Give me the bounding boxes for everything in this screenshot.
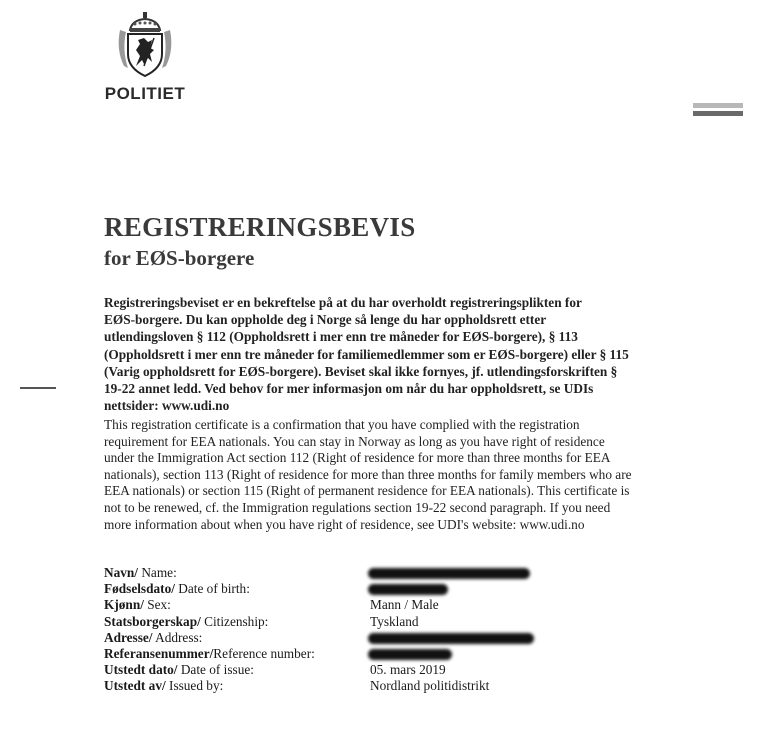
field-value: Tyskland <box>370 613 419 629</box>
field-date-of-issue <box>104 662 446 678</box>
corner-mark-bar-light <box>693 103 743 108</box>
paragraph-line: EEA nationals) or section 115 (Right of permanent residence for EEA nationals). This certificate is <box>104 483 630 499</box>
paragraph-line: requirement for EEA nationals. You can stay in Norway as long as you have right of residence <box>104 433 605 449</box>
paragraph-line: not to be renewed, cf. the Immigration regulations section 19-22 second paragraph. If you need <box>104 499 611 515</box>
field-label-no: Utstedt dato/ <box>104 662 178 678</box>
redacted-value <box>368 649 452 660</box>
logo-text: POLITIET <box>104 84 186 103</box>
field-label-en: Reference number: <box>213 645 315 661</box>
corner-mark-bar-dark <box>693 111 743 116</box>
paragraph-line: This registration certificate is a confirmation that you have complied with the registration <box>104 417 580 432</box>
field-sex <box>104 597 439 613</box>
field-label-no: Fødselsdato/ <box>104 581 175 597</box>
norwegian-paragraph <box>104 294 644 414</box>
paragraph-line: nettsider: www.udi.no <box>104 398 230 414</box>
document-title: REGISTRERINGSBEVIS <box>104 212 416 242</box>
norwegian-coat-of-arms-icon <box>114 10 176 82</box>
fold-mark <box>20 387 56 389</box>
field-citizenship <box>104 613 419 630</box>
field-label-no: Referansenummer/ <box>104 645 214 661</box>
field-label-en: Date of birth: <box>174 581 250 597</box>
english-paragraph <box>104 417 674 533</box>
field-name <box>104 565 315 581</box>
paragraph-line: (Varig oppholdsrett for EØS-borgere). Beviset skal ikke fornyes, jf. utlendingsforskriften § <box>104 363 618 379</box>
redacted-value <box>368 633 534 644</box>
field-label-en: Citizenship: <box>200 613 269 629</box>
redacted-value <box>368 584 448 595</box>
field-reference-number <box>104 646 315 662</box>
paragraph-line: EØS-borgere. Du kan oppholde deg i Norge så lenge du har oppholdsrett etter <box>104 312 547 328</box>
corner-print-mark <box>693 103 743 116</box>
field-label-en: Name: <box>138 565 177 580</box>
field-label-en: Date of issue: <box>177 662 254 678</box>
field-label-no: Utstedt av/ <box>104 678 166 694</box>
document-subtitle: for EØS-borgere <box>104 246 255 270</box>
field-label-no: Statsborgerskap/ <box>104 613 201 629</box>
redacted-value <box>368 568 530 579</box>
field-issued-by <box>104 678 490 694</box>
paragraph-line: Registreringsbeviset er en bekreftelse på at du har overholdt registreringsplikten for <box>104 295 582 310</box>
field-label-no: Adresse/ <box>104 629 153 645</box>
paragraph-line: more information about when you have right of residence, see UDI's website: www.udi.no <box>104 516 585 532</box>
field-label-no: Kjønn/ <box>104 597 144 613</box>
paragraph-line: (Oppholdsrett i mer enn tre måneder for familiemedlemmer som er EØS-borgere) eller § 115 <box>104 346 629 362</box>
paragraph-line: nationals), section 113 (Right of residence for more than three months for family members who are <box>104 466 632 482</box>
field-label-no: Navn/ <box>104 565 138 580</box>
paragraph-line: 19-22 annet ledd. Ved behov for mer informasjon om når du har oppholdsrett, se UDIs <box>104 381 594 397</box>
field-label-en: Issued by: <box>165 678 224 694</box>
paragraph-line: utlendingsloven § 112 (Oppholdsrett i mer enn tre måneder for EØS-borgere), § 113 <box>104 329 578 345</box>
field-value: Nordland politidistrikt <box>370 678 490 694</box>
field-date-of-birth <box>104 581 315 597</box>
field-address <box>104 630 315 646</box>
politiet-logo <box>92 10 198 104</box>
paragraph-line: under the Immigration Act section 112 (Right of residence for more than three months for EEA <box>104 450 611 466</box>
field-value: Mann / Male <box>370 597 439 613</box>
field-label-en: Address: <box>152 629 203 645</box>
personal-details <box>104 565 490 695</box>
field-value: 05. mars 2019 <box>370 662 446 678</box>
field-label-en: Sex: <box>143 597 171 613</box>
